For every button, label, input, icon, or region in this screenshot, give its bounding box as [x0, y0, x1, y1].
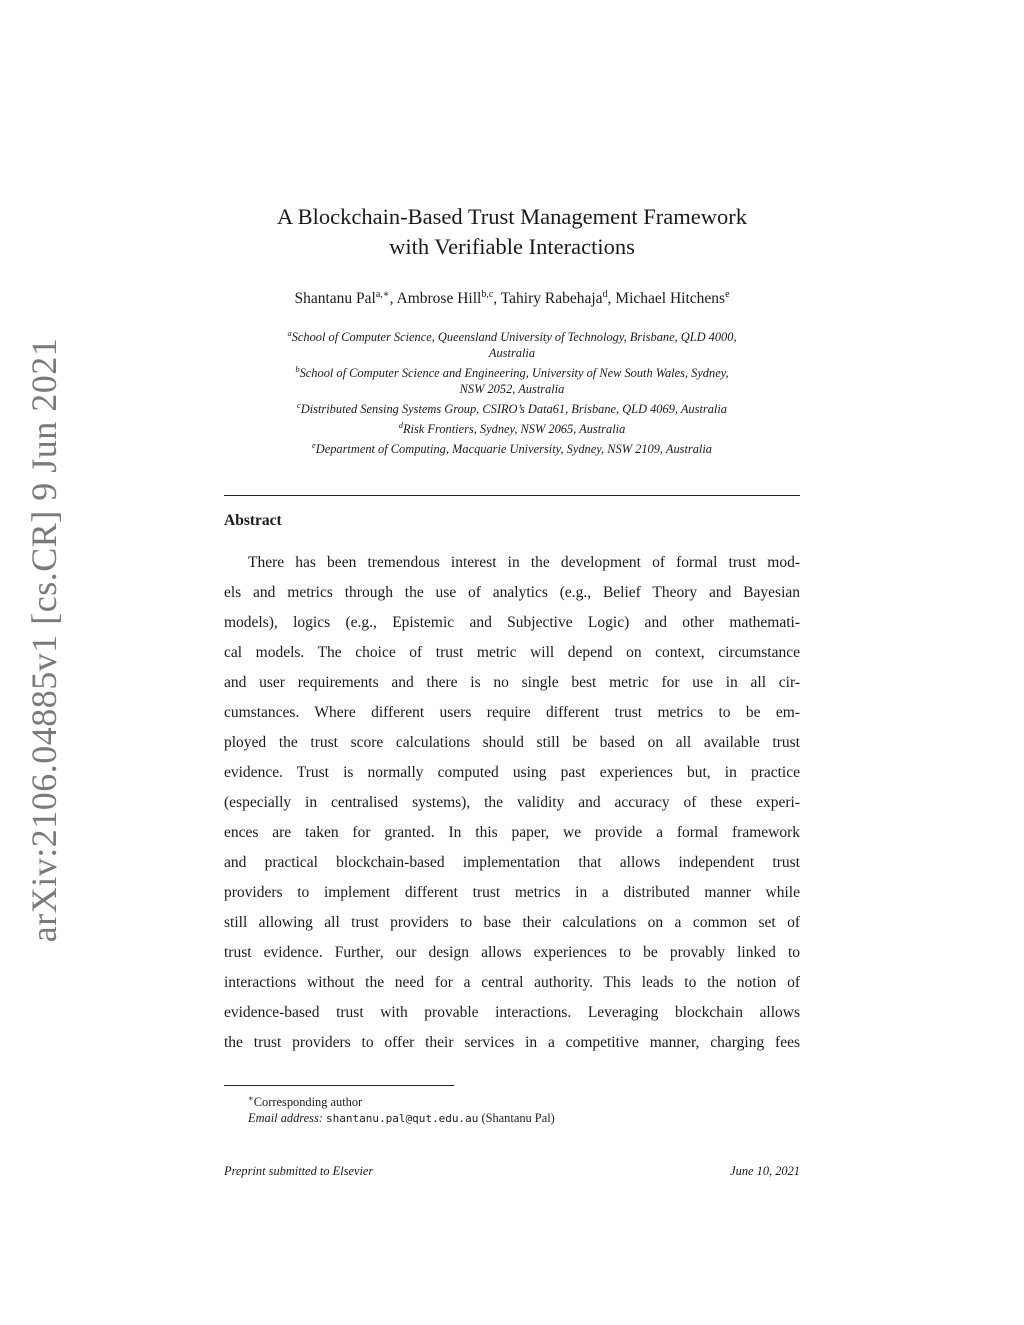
author-marks: a,∗: [375, 289, 390, 300]
abstract-body: [224, 548, 800, 1058]
author-name: Shantanu Pal: [294, 290, 376, 308]
abstract-line: cal models. The choice of trust metric will depend on context, circumstance: [224, 644, 800, 661]
email-link[interactable]: shantanu.pal@qut.edu.au: [326, 1112, 479, 1126]
footnote-corresponding: [248, 1090, 555, 1110]
affiliation-text: Distributed Sensing Systems Group, CSIRO’s Data61, Brisbane, QLD 4069, Australia: [300, 402, 727, 416]
paper-title: [224, 202, 800, 262]
affiliation-b-cont: NSW 2052, Australia: [459, 381, 565, 396]
abstract-line: trust evidence. Further, our design allows experiences to be provably linked to: [224, 944, 800, 961]
abstract-line: models), logics (e.g., Epistemic and Subjective Logic) and other mathemati-: [224, 614, 800, 631]
author-name: Michael Hitchens: [615, 290, 726, 308]
footnote-email-line: [248, 1110, 555, 1127]
title-line-2: with Verifiable Interactions: [389, 234, 635, 259]
affiliation-text: School of Computer Science, Queensland University of Technology, Brisbane, QLD 4000,: [291, 330, 737, 345]
affiliation-c: [224, 398, 800, 418]
abstract-line: interactions without the need for a central authority. This leads to the notion of: [224, 974, 800, 991]
affiliation-mark: a: [287, 328, 292, 338]
affiliation-a: [224, 326, 800, 346]
affiliation-mark: d: [398, 419, 403, 430]
affiliation-mark: c: [296, 399, 301, 410]
affiliation-d: [224, 418, 800, 438]
email-label: Email address:: [248, 1111, 323, 1126]
affiliation-mark: e: [311, 439, 316, 450]
title-line-1: A Blockchain-Based Trust Management Framework: [277, 204, 747, 229]
author-name: Ambrose Hill: [396, 290, 482, 308]
affiliation-mark: b: [295, 363, 300, 374]
footnote-block: [248, 1090, 555, 1127]
preprint-date: June 10, 2021: [730, 1164, 800, 1178]
abstract-line: There has been tremendous interest in the development of formal trust mod-: [248, 554, 800, 571]
footnote-mark: ∗: [248, 1093, 254, 1103]
footnote-corresponding-text: Corresponding author: [253, 1095, 363, 1110]
author-list: Shantanu Pal$^{a,∗}$, Ambrose Hill$^{b,c}$, Tahiry Rabehaja$^d$, Michael Hitchens$^e$: [294, 289, 730, 308]
abstract-line: the trust providers to offer their services in a competitive manner, charging fees: [224, 1034, 800, 1051]
affiliation-text: School of Computer Science and Engineering, University of New South Wales, Sydney,: [299, 366, 729, 381]
preprint-note: Preprint submitted to Elsevier: [224, 1164, 374, 1178]
abstract-line: ences are taken for granted. In this paper, we provide a formal framework: [224, 824, 800, 841]
author-marks: b,c: [481, 289, 494, 300]
author-name: Tahiry Rabehaja: [500, 290, 603, 308]
abstract-line: cumstances. Where different users require different trust metrics to be em-: [224, 704, 800, 721]
abstract-line: ployed the trust score calculations should still be based on all available trust: [224, 734, 800, 751]
affiliation-e: [224, 438, 800, 458]
author-marks: d: [602, 289, 608, 300]
affiliation-a-cont: Australia: [488, 346, 536, 361]
abstract-line: (especially in centralised systems), the validity and accuracy of these experi-: [224, 794, 800, 811]
footnote-rule: [224, 1085, 454, 1086]
affiliation-text: Department of Computing, Macquarie University, Sydney, NSW 2109, Australia: [315, 442, 712, 457]
abstract-top-rule: [224, 495, 800, 496]
abstract-line: and user requirements and there is no single best metric for use in all cir-: [224, 674, 800, 691]
abstract-line: still allowing all trust providers to base their calculations on a common set of: [224, 914, 800, 931]
arxiv-identifier-stamp: arXiv:2106.04885v1 [cs.CR] 9 Jun 2021: [24, 337, 64, 943]
author-marks: e: [725, 289, 730, 300]
abstract-line: providers to implement different trust metrics in a distributed manner while: [224, 884, 800, 901]
email-owner: (Shantanu Pal): [481, 1111, 555, 1126]
abstract-line: evidence. Trust is normally computed using past experiences but, in practice: [224, 764, 800, 781]
abstract-line: els and metrics through the use of analytics (e.g., Belief Theory and Bayesian: [224, 584, 800, 601]
abstract-line: and practical blockchain-based implementation that allows independent trust: [224, 854, 800, 871]
abstract-heading: Abstract: [224, 512, 282, 529]
abstract-line: evidence-based trust with provable interactions. Leveraging blockchain allows: [224, 1004, 800, 1021]
affiliation-b: [224, 362, 800, 382]
affiliation-list: [224, 326, 800, 458]
affiliation-text: Risk Frontiers, Sydney, NSW 2065, Australia: [402, 422, 626, 437]
